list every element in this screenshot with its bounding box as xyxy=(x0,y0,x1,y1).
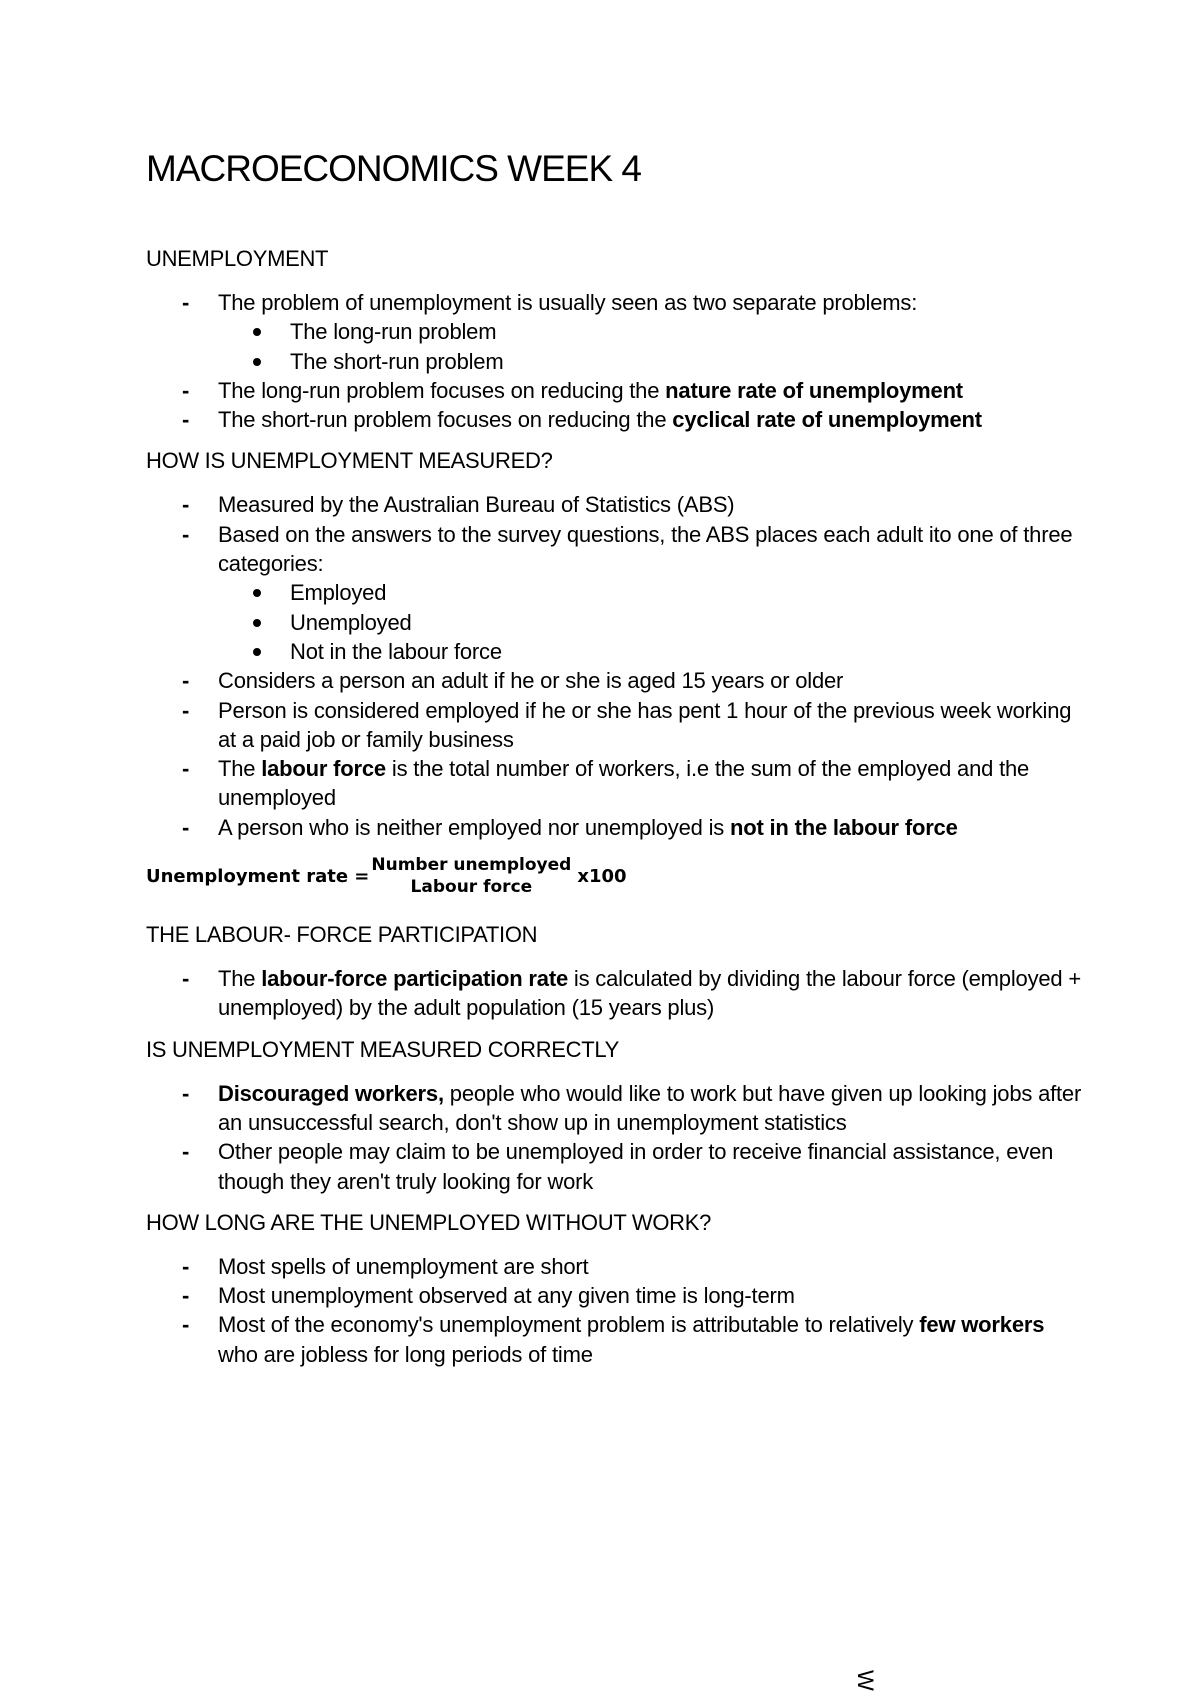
bullet-dot-icon xyxy=(253,589,261,597)
dash-bullet-icon: - xyxy=(182,814,190,840)
item-text: Most spells of unemployment are short xyxy=(218,1253,589,1279)
sub-item-text: Employed xyxy=(290,580,387,606)
unemployment-rate-formula xyxy=(146,854,1086,898)
item-text: The problem of unemployment is usually seen as two separate problems: xyxy=(218,290,918,315)
section-heading: HOW IS UNEMPLOYMENT MEASURED? xyxy=(146,448,553,474)
formula-numerator: Number unemployed xyxy=(371,855,572,876)
dash-bullet-icon: - xyxy=(182,756,190,782)
item-text: A person who is neither employed nor unemployed is xyxy=(218,814,730,840)
list-item xyxy=(146,520,1086,666)
list-item xyxy=(146,666,1086,695)
dash-bullet-icon: - xyxy=(182,1253,190,1279)
list-item xyxy=(146,1252,1086,1281)
item-text: is the total number of workers, i.e the sum of the employed and the unemployed xyxy=(218,756,1030,811)
item-text: Measured by the Australian Bureau of Statistics (ABS) xyxy=(218,492,735,518)
item-text: Other people may claim to be unemployed in order to receive financial assistance, even though they aren't truly looking for work xyxy=(218,1139,1054,1194)
dash-bullet-icon: - xyxy=(182,492,190,518)
section-heading: IS UNEMPLOYMENT MEASURED CORRECTLY xyxy=(146,1036,620,1062)
sub-item-text: Not in the labour force xyxy=(290,638,502,664)
formula-multiplier: x100 xyxy=(577,865,627,887)
dash-bullet-icon: - xyxy=(182,521,190,547)
dash-bullet-icon: - xyxy=(182,407,190,433)
sub-list-item xyxy=(218,317,1086,346)
item-bold-term: not in the labour force xyxy=(730,814,958,840)
bullet-dot-icon xyxy=(253,648,261,656)
list-item xyxy=(146,696,1086,755)
bullet-list xyxy=(146,490,1086,842)
section-heading: HOW LONG ARE THE UNEMPLOYED WITHOUT WORK? xyxy=(146,1209,712,1235)
item-text: Person is considered employed if he or she has pent 1 hour of the previous week working at a paid job or family business xyxy=(218,697,1072,752)
document-content xyxy=(146,146,1086,1381)
dash-bullet-icon: - xyxy=(182,1080,190,1106)
dash-bullet-icon: - xyxy=(182,966,190,992)
list-item xyxy=(146,1281,1086,1310)
sub-list xyxy=(218,317,1086,376)
item-text: Based on the answers to the survey questions, the ABS places each adult ito one of three categories: xyxy=(218,521,1073,577)
list-item xyxy=(146,490,1086,519)
item-text: Most of the economy's unemployment problem is attributable to relatively xyxy=(218,1312,920,1338)
item-bold-term: nature rate of unemployment xyxy=(665,377,963,403)
bullet-dot-icon xyxy=(253,358,261,366)
list-item xyxy=(146,376,1086,405)
bullet-list xyxy=(146,964,1086,1023)
list-item xyxy=(146,964,1086,1023)
item-bold-term: labour-force participation rate xyxy=(261,966,568,992)
bullet-list xyxy=(146,1252,1086,1369)
item-text: Most unemployment observed at any given time is long-term xyxy=(218,1283,795,1309)
dash-bullet-icon: - xyxy=(182,697,190,723)
corner-mark: W xyxy=(853,1670,878,1691)
dash-bullet-icon: - xyxy=(182,668,190,694)
list-item xyxy=(146,1079,1086,1138)
item-bold-term: cyclical rate of unemployment xyxy=(672,407,982,433)
item-text: The long-run problem focuses on reducing the xyxy=(218,377,666,403)
dash-bullet-icon: - xyxy=(182,1139,190,1165)
item-text: is calculated by dividing the labour force (employed + unemployed) by the adult population (15 years plus) xyxy=(218,966,1081,1021)
sub-list-item xyxy=(218,578,1086,607)
sub-list-item xyxy=(218,637,1086,666)
formula-fraction xyxy=(371,854,571,898)
list-item xyxy=(146,1310,1086,1369)
item-text: Considers a person an adult if he or she is aged 15 years or older xyxy=(218,668,844,694)
bullet-dot-icon xyxy=(253,619,261,627)
bullet-list xyxy=(146,288,1086,434)
bullet-list xyxy=(146,1079,1086,1196)
list-item xyxy=(146,754,1086,813)
sub-list xyxy=(218,578,1086,666)
sub-item-text: Unemployed xyxy=(290,609,412,635)
item-text: The xyxy=(218,756,262,782)
dash-bullet-icon: - xyxy=(182,1312,190,1338)
item-text: people who would like to work but have given up looking jobs after an unsuccessful search, don't show up in unemployment statistics xyxy=(218,1080,1082,1135)
dash-bullet-icon: - xyxy=(182,377,190,403)
list-item xyxy=(146,405,1086,434)
document-title: MACROECONOMICS WEEK 4 xyxy=(146,148,641,189)
list-item xyxy=(146,1137,1086,1196)
sub-item-text: The long-run problem xyxy=(290,319,497,345)
section-heading: THE LABOUR- FORCE PARTICIPATION xyxy=(146,922,538,948)
dash-bullet-icon: - xyxy=(182,290,190,315)
sub-item-text: The short-run problem xyxy=(290,348,504,374)
list-item xyxy=(146,813,1086,842)
dash-bullet-icon: - xyxy=(182,1283,190,1309)
bullet-dot-icon xyxy=(253,328,261,336)
item-text: who are jobless for long periods of time xyxy=(218,1341,593,1367)
item-bold-term: labour force xyxy=(261,756,386,782)
item-bold-term: few workers xyxy=(919,1312,1045,1338)
item-text: The xyxy=(218,966,262,992)
sections xyxy=(146,244,1086,1369)
item-bold-term: Discouraged workers, xyxy=(218,1080,444,1106)
section-heading: UNEMPLOYMENT xyxy=(146,246,329,271)
formula-label: Unemployment rate = xyxy=(146,865,370,887)
sub-list-item xyxy=(218,608,1086,637)
list-item xyxy=(146,288,1086,376)
item-text: The short-run problem focuses on reducing the xyxy=(218,407,673,433)
formula-denominator: Labour force xyxy=(410,877,533,898)
sub-list-item xyxy=(218,347,1086,376)
